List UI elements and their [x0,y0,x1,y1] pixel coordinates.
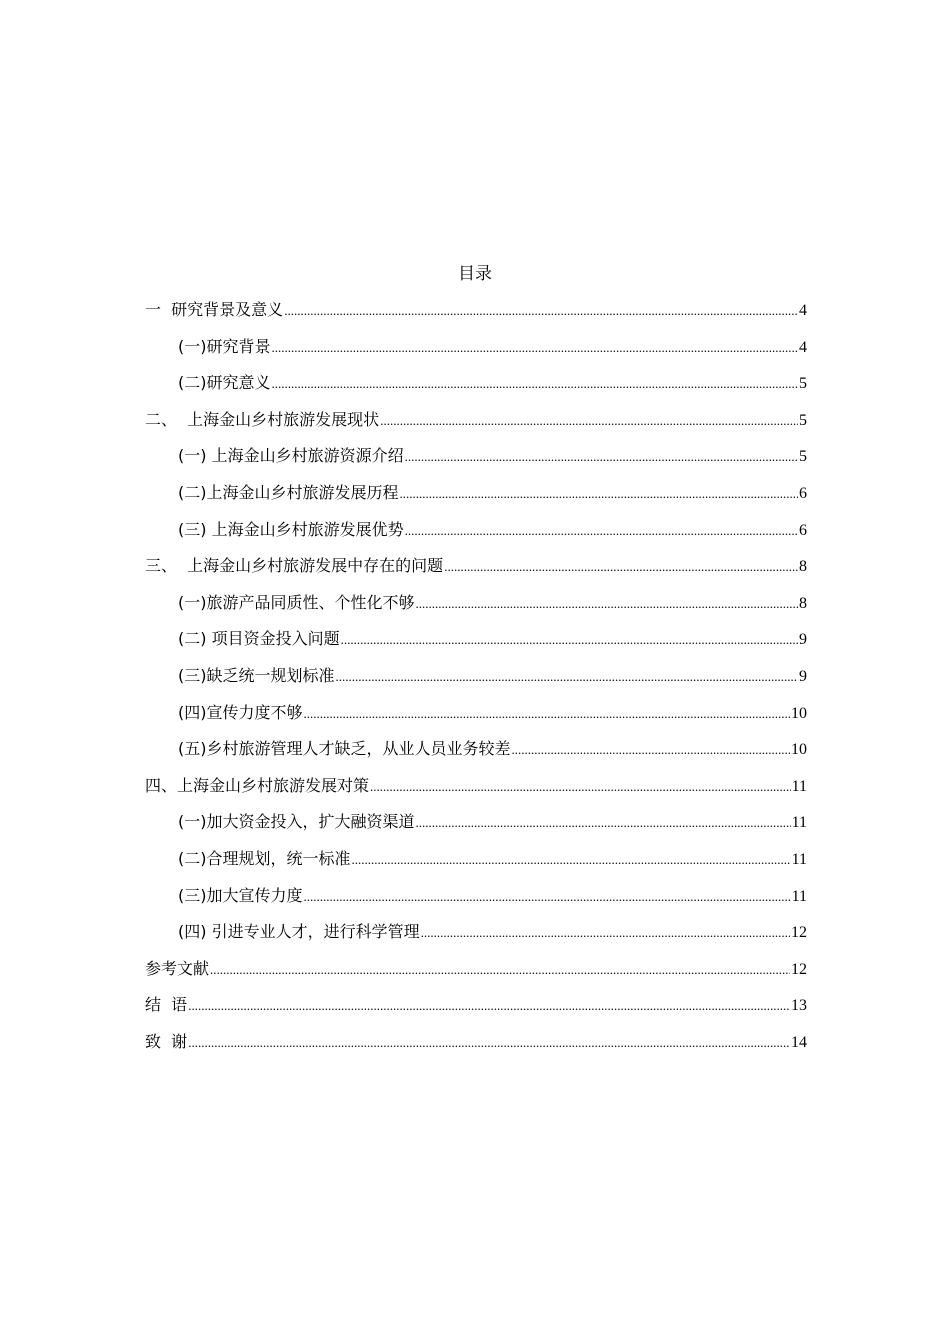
toc-entry[interactable] [145,731,807,768]
toc-page-number: 5 [799,375,807,393]
toc-entry-label: (三)加大宣传力度 [178,885,303,905]
toc-dot-leader [400,476,799,513]
toc-entry[interactable] [145,804,807,841]
toc-entry[interactable] [145,658,807,695]
toc-entry[interactable] [145,512,807,549]
toc-entry-label: (一) 上海金山乡村旅游资源介绍 [178,446,404,466]
toc-page-number: 11 [791,850,807,868]
toc-entry-label: (一)旅游产品同质性、个性化不够 [178,592,415,612]
toc-entry[interactable] [145,951,807,988]
toc-entry-label: (一)加大资金投入，扩大融资渠道 [178,812,415,832]
toc-dot-leader [272,366,799,403]
toc-entry-label: (二) 项目资金投入问题 [178,629,340,649]
toc-entry[interactable] [145,402,807,439]
toc-page-number: 10 [791,704,807,722]
table-of-contents [145,292,807,1060]
toc-page-number: 4 [799,338,807,356]
toc-entry[interactable] [145,621,807,658]
toc-dot-leader [284,293,798,330]
toc-dot-leader [272,330,799,367]
toc-page-number: 8 [799,594,807,612]
toc-dot-leader [336,659,799,696]
toc-dot-leader [188,988,790,1025]
toc-dot-leader [444,549,798,586]
toc-page-number: 11 [791,777,807,795]
toc-entry[interactable] [145,438,807,475]
toc-entry[interactable] [145,475,807,512]
toc-page-number: 6 [799,521,807,539]
toc-page-number: 12 [791,924,807,942]
toc-entry[interactable] [145,292,807,329]
toc-page-number: 5 [799,448,807,466]
toc-entry[interactable] [145,914,807,951]
toc-dot-leader [188,1025,790,1062]
toc-entry-label: (四) 引进专业人才，进行科学管理 [178,922,420,942]
toc-dot-leader [421,915,790,952]
toc-dot-leader [304,879,791,916]
toc-entry-label: 参考文献 [145,958,210,978]
toc-entry-label: 三、 上海金山乡村旅游发展中存在的问题 [145,556,444,576]
toc-entry-label: 一 研究背景及意义 [145,300,284,319]
toc-entry[interactable] [145,329,807,366]
toc-page-number: 13 [791,997,807,1015]
toc-dot-leader [380,403,798,440]
toc-entry-label: (三)缺乏统一规划标准 [178,665,335,685]
toc-dot-leader [405,513,798,550]
toc-entry[interactable] [145,585,807,622]
toc-page-number: 6 [799,484,807,502]
toc-entry-label: 二、 上海金山乡村旅游发展现状 [145,409,380,429]
toc-entry-label: (二)上海金山乡村旅游发展历程 [178,482,399,502]
toc-entry[interactable] [145,365,807,402]
toc-page-number: 12 [791,960,807,978]
toc-page-number: 9 [799,667,807,685]
toc-dot-leader [512,732,791,769]
toc-dot-leader [370,769,791,806]
toc-entry[interactable] [145,695,807,732]
toc-entry-label: (三) 上海金山乡村旅游发展优势 [178,519,404,539]
toc-dot-leader [416,586,799,623]
toc-dot-leader [416,805,791,842]
toc-entry-label: (四)宣传力度不够 [178,702,303,722]
toc-page-number: 4 [799,302,807,319]
toc-page-number: 11 [791,814,807,832]
toc-dot-leader [352,842,791,879]
toc-entry[interactable] [145,878,807,915]
toc-entry-label: 结 语 [145,995,188,1015]
toc-entry[interactable] [145,548,807,585]
toc-page-number: 10 [791,741,807,759]
toc-entry[interactable] [145,768,807,805]
toc-page-number: 8 [799,558,807,576]
toc-entry-label: 四、上海金山乡村旅游发展对策 [145,775,370,795]
toc-page-number: 14 [791,1033,807,1051]
toc-dot-leader [210,952,790,989]
toc-dot-leader [341,622,798,659]
toc-entry[interactable] [145,841,807,878]
toc-entry-label: (一)研究背景 [178,336,271,356]
toc-page-number: 9 [799,631,807,649]
toc-entry[interactable] [145,1024,807,1061]
toc-dot-leader [304,696,791,733]
toc-entry-label: (五)乡村旅游管理人才缺乏，从业人员业务较差 [178,739,511,759]
toc-entry-label: (二)合理规划，统一标准 [178,848,351,868]
toc-dot-leader [405,439,798,476]
toc-entry[interactable] [145,987,807,1024]
toc-entry-label: 致 谢 [145,1031,188,1051]
toc-entry-label: (二)研究意义 [178,373,271,393]
toc-page-number: 11 [791,887,807,905]
toc-title: 目录 [458,264,492,284]
toc-page-number: 5 [799,411,807,429]
